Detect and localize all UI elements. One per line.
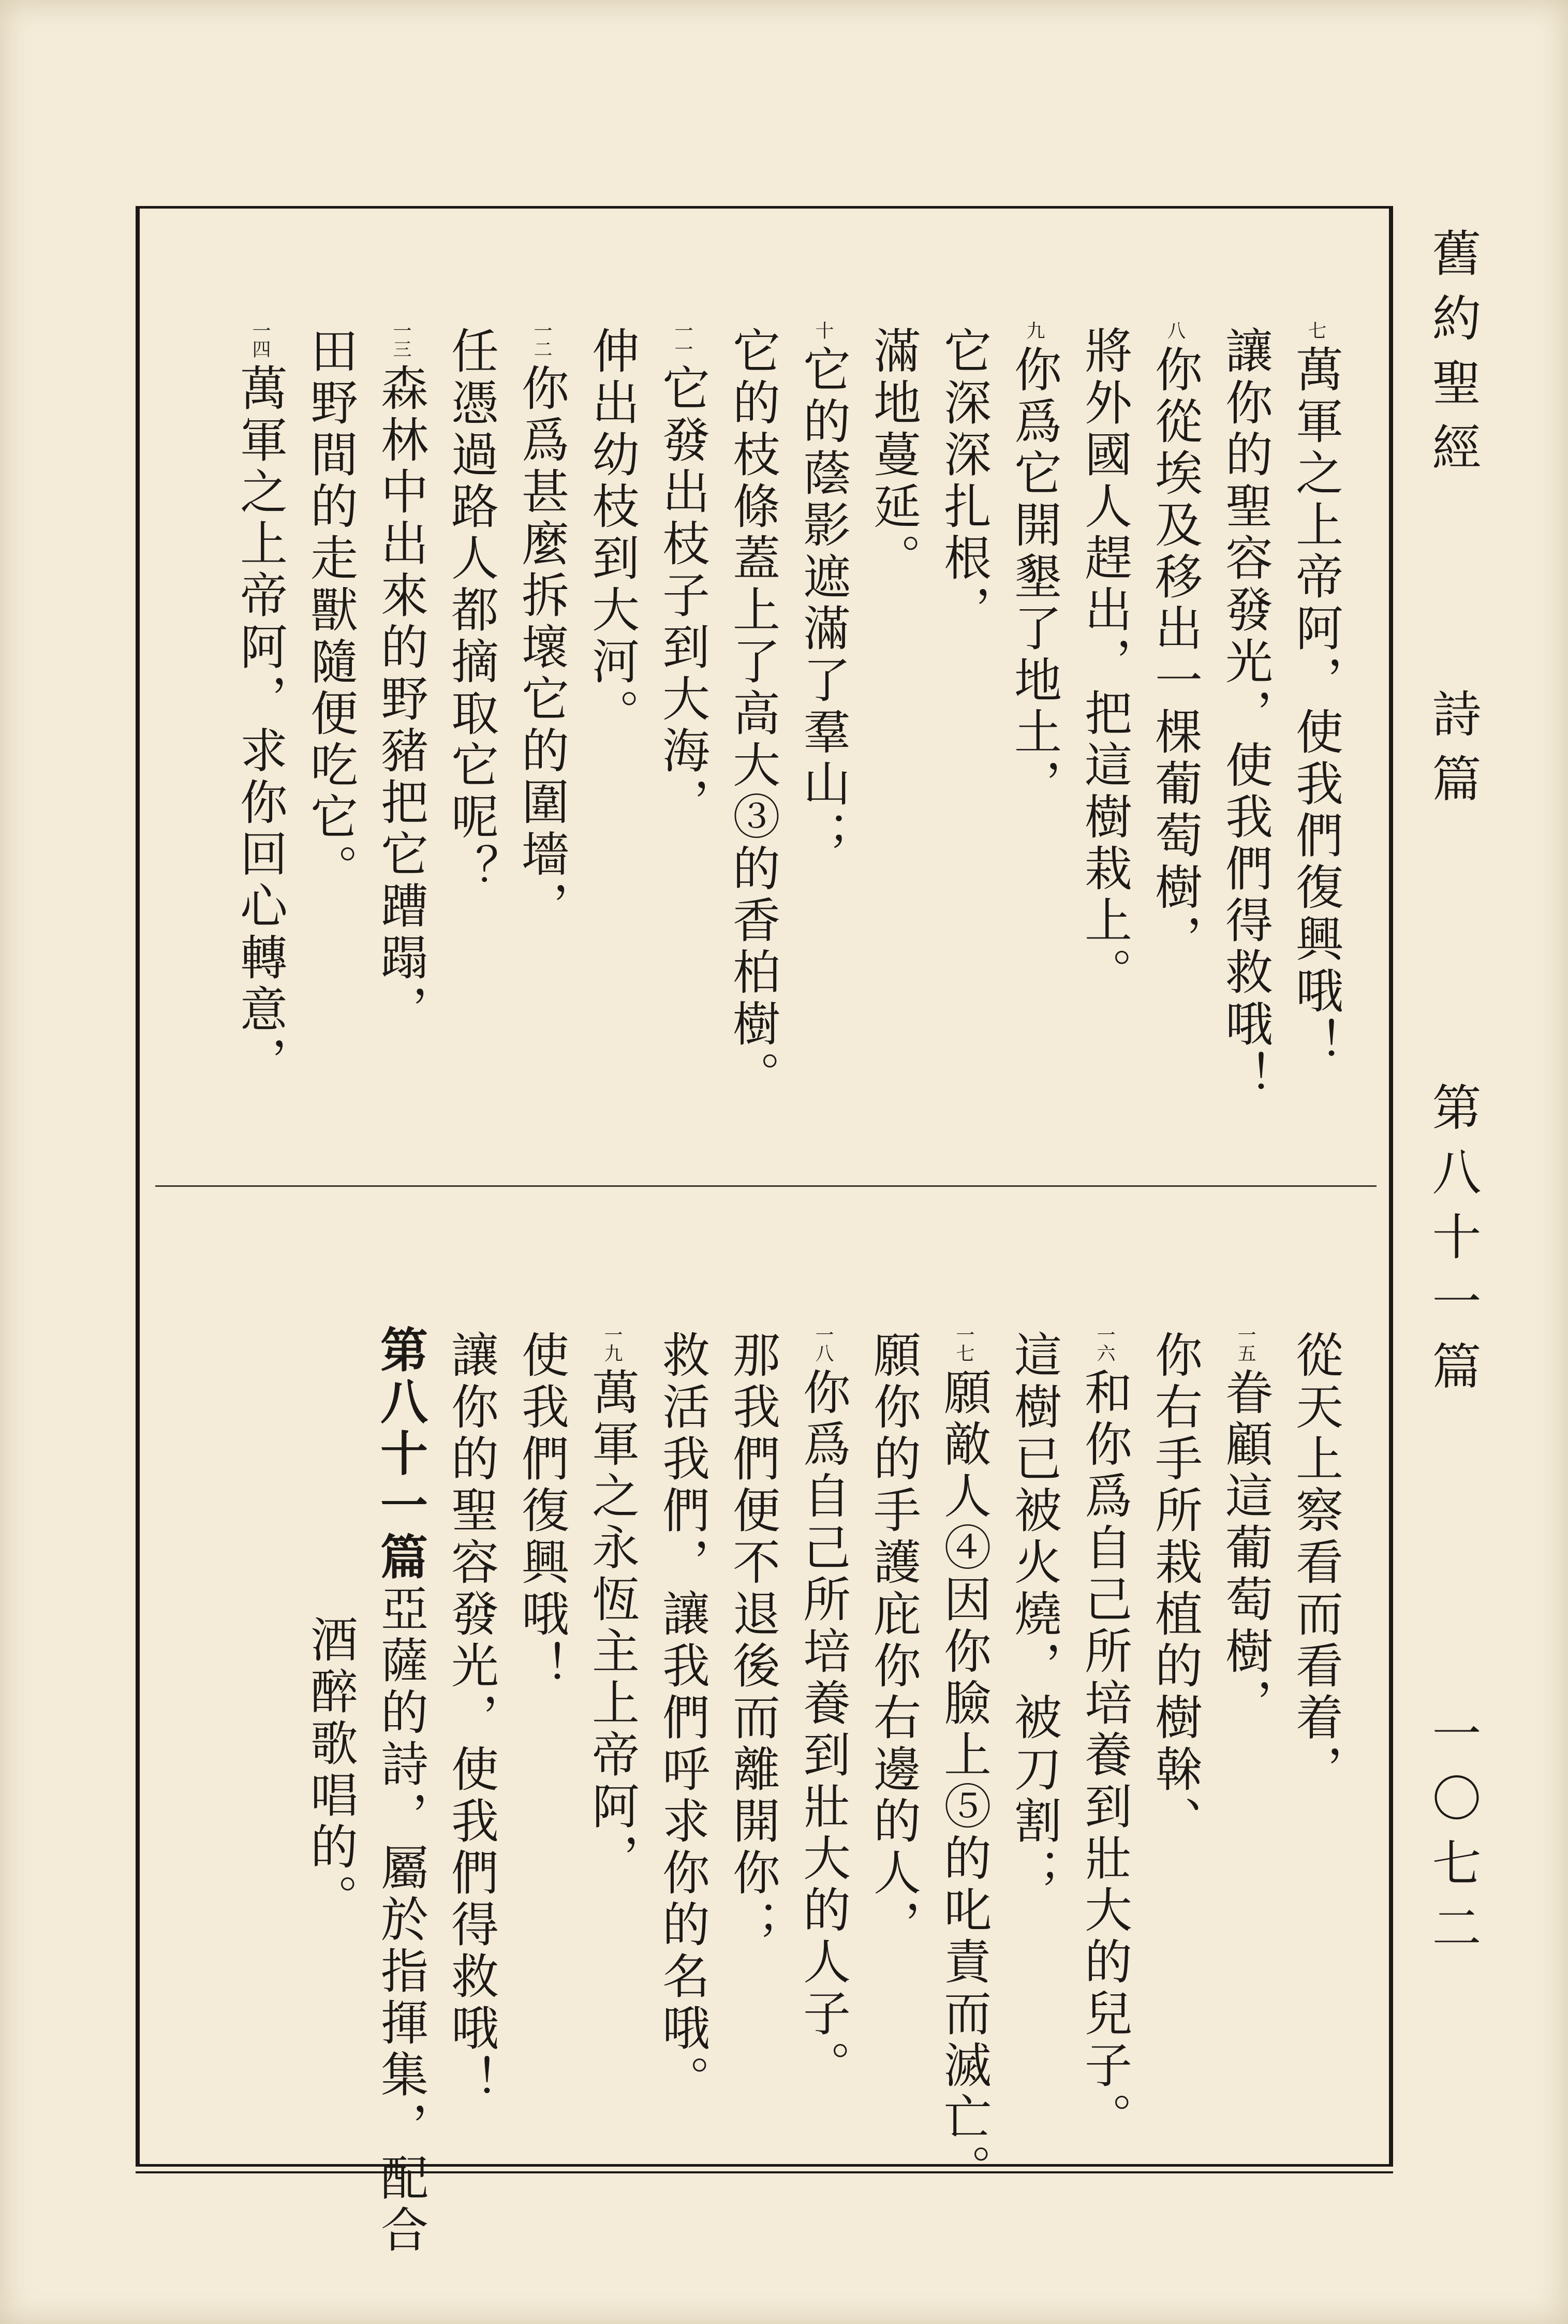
bottom-rule <box>136 2171 1393 2173</box>
verse-line <box>928 1325 999 2196</box>
verse-text: 任憑過路人都摘取它呢？ <box>443 326 499 895</box>
verse-number: 一六 <box>1094 1325 1115 1362</box>
verse-text: 萬軍之永恆主上帝阿， <box>584 1367 640 1885</box>
verse-text: 眷顧這葡萄樹， <box>1218 1367 1273 1730</box>
psalm-heading-line <box>365 1325 436 2257</box>
verse-line <box>788 321 858 1165</box>
verse-text: 從天上察看而看着， <box>1288 1330 1343 1796</box>
verse-text: 這樹已被火燒，被刀割； <box>1007 1330 1062 1900</box>
superscription-line-1: 亞薩的詩，屬於指揮集，配合 <box>373 1584 428 2257</box>
verse-line <box>928 321 999 1165</box>
verse-text: 你從埃及移出一棵葡萄樹， <box>1147 345 1203 966</box>
verse-text: 萬軍之上帝阿，求你回心轉意， <box>232 363 288 1088</box>
superscription-line <box>295 1325 365 2164</box>
verse-text: 田野間的走獸隨便吃它。 <box>303 326 358 895</box>
verse-number: 一五 <box>1235 1325 1256 1362</box>
verse-text: 萬軍之上帝阿，使我們復興哦！ <box>1288 345 1343 1069</box>
verse-line <box>436 321 506 1165</box>
verse-text: 和你爲自己所培養到壯大的兒子。 <box>1077 1367 1132 2144</box>
verse-line <box>1069 1325 1140 2164</box>
verse-line <box>436 1325 506 2164</box>
verse-text: 森林中出來的野豬把它蹧蹋， <box>373 363 428 1036</box>
verse-text: 將外國人趕出，把這樹栽上。 <box>1077 326 1132 999</box>
verse-number: 一三 <box>390 321 411 358</box>
verse-line <box>647 321 717 1165</box>
verse-number: 一八 <box>812 1325 834 1362</box>
verse-number: 七 <box>1305 321 1326 340</box>
verse-text: 它深深扎根， <box>936 326 992 637</box>
verse-line <box>365 321 436 1165</box>
verse-text: 它的枝條蓋上了高大③的香柏樹。 <box>725 326 780 1102</box>
running-head-psalm: 第八十一篇 <box>1424 1082 1481 1405</box>
verse-number: 九 <box>1024 321 1045 340</box>
verse-text: 願你的手護庇你右邊的人， <box>866 1330 921 1951</box>
verse-line <box>506 1325 576 2164</box>
verse-line <box>788 1325 858 2164</box>
section-divider <box>155 1185 1377 1187</box>
verse-number: 一二 <box>531 321 552 358</box>
verse-text: 那我們便不退後而離開你； <box>725 1330 780 1951</box>
superscription-line-2: 酒醉歌唱的。 <box>303 1615 358 1925</box>
top-verse-block <box>186 321 1351 1165</box>
verse-line <box>858 321 928 1165</box>
verse-line <box>1140 321 1210 1165</box>
verse-text: 它的蔭影遮滿了羣山； <box>795 345 851 862</box>
verse-text: 讓你的聖容發光，使我們得救哦！ <box>1218 326 1273 1102</box>
verse-text: 你爲甚麼拆壞它的圍墻， <box>514 363 569 933</box>
verse-line <box>1140 1325 1210 2164</box>
running-head-section: 詩篇 <box>1424 688 1481 818</box>
verse-number: 一九 <box>601 1325 623 1362</box>
verse-line <box>717 1325 788 2164</box>
verse-line <box>858 1325 928 2164</box>
verse-line <box>576 1325 647 2164</box>
verse-line <box>1280 1325 1351 2164</box>
verse-text: 讓你的聖容發光，使我們得救哦！ <box>443 1330 499 2107</box>
verse-line <box>1069 321 1140 1165</box>
verse-line <box>999 1325 1069 2164</box>
verse-number: 十 <box>812 321 834 340</box>
verse-text: 你爲自己所培養到壯大的人子。 <box>795 1367 851 2092</box>
verse-text: 你右手所栽植的樹榦、 <box>1147 1330 1203 1848</box>
page-number: 一〇七二 <box>1424 1708 1481 1967</box>
verse-text: 救活我們，讓我們呼求你的名哦。 <box>655 1330 710 2107</box>
verse-text: 使我們復興哦！ <box>514 1330 569 1693</box>
verse-text: 你爲它開墾了地土， <box>1007 345 1062 811</box>
verse-text: 滿地蔓延。 <box>866 326 921 585</box>
verse-line <box>225 321 295 1165</box>
verse-line <box>1210 1325 1280 2164</box>
verse-number: 一四 <box>249 321 271 358</box>
verse-line <box>717 321 788 1165</box>
verse-text: 伸出幼枝到大河。 <box>584 326 640 740</box>
verse-line <box>1280 321 1351 1165</box>
verse-number: 一七 <box>953 1325 974 1362</box>
bottom-verse-block <box>279 1325 1351 2257</box>
verse-line <box>576 321 647 1165</box>
verse-text: 願敵人④因你臉上⑤的叱責而滅亡。 <box>936 1367 992 2196</box>
psalm-heading: 第八十一篇 <box>373 1325 428 1584</box>
verse-line <box>295 321 365 1165</box>
verse-number: 一一 <box>672 321 693 358</box>
verse-line <box>999 321 1069 1165</box>
verse-text: 它發出枝子到大海， <box>655 363 710 829</box>
verse-line <box>1210 321 1280 1165</box>
verse-line <box>506 321 576 1165</box>
verse-number: 八 <box>1164 321 1186 340</box>
running-head-book: 舊約聖經 <box>1424 228 1481 487</box>
verse-line <box>647 1325 717 2164</box>
